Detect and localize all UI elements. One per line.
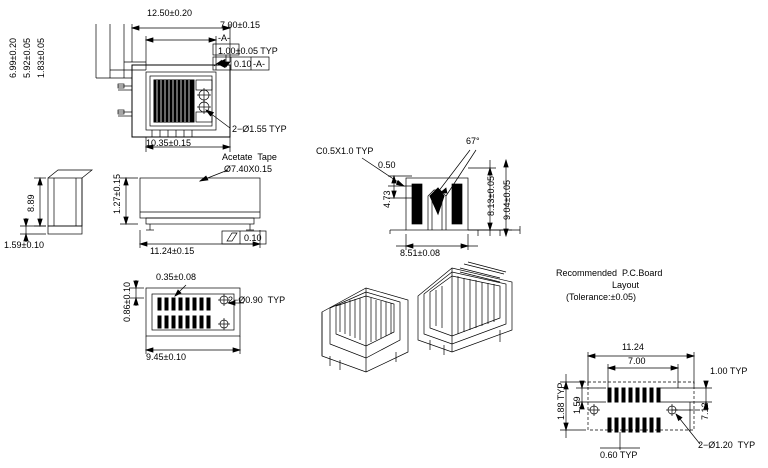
dim-section-d1: 0.50 [378,160,396,170]
dim-side-height: 8.89 [26,194,36,212]
dim-section-d2: 4.73 [382,190,392,208]
dim-pcb-right-1: 1.00 TYP [710,366,748,376]
fcf-datum-ref: -A- [253,59,265,69]
dim-side-base: 1.59±0.10 [4,240,44,250]
label-acetate-tape: Acetate Tape [222,152,277,162]
dim-pcb-left-1: 1.88 TYP [556,382,566,420]
dim-bottom-width: 9.45±0.10 [146,352,186,362]
dim-section-angle: 67° [466,136,480,146]
dim-acetate-tape: Ø7.40X0.15 [224,164,273,174]
dim-pcb-right-2: 7.12 [700,402,710,420]
note-top-holes: 2−Ø1.55 TYP [232,124,287,134]
dim-bottom-left: 0.86±0.10 [122,282,132,322]
datum-a-label: -A- [218,33,230,43]
fcf-flatness-value: 0.10 [244,233,262,243]
dim-section-width: 8.51±0.08 [400,248,440,258]
dim-front-width: 11.24±0.15 [150,246,195,256]
pcb-title-line-2: Layout [612,280,640,290]
dim-top-left-3: 1.83±0.05 [36,38,46,78]
dim-top-pitch: 1.00±0.05 TYP [218,46,278,56]
note-chamfer: C0.5X1.0 TYP [316,146,374,156]
dim-pcb-bottom-1: 0.60 TYP [600,450,638,460]
pcb-title-line-1: Recommended P.C.Board [556,268,663,278]
dim-section-r2: 9.04±0.05 [502,180,512,220]
pcb-title-line-3: (Tolerance:±0.05) [566,292,636,302]
dim-section-r1: 8.13±0.05 [486,176,496,216]
dim-top-width-inner: 7.00±0.15 [220,20,260,30]
dim-pcb-top-1: 11.24 [622,342,644,352]
fcf-tolerance-value: 0.10 [234,59,252,69]
dim-top-left-1: 6.99±0.20 [8,38,18,78]
dim-front-height: 1.27±0.15 [112,174,122,214]
dim-bottom-pad: 0.35±0.08 [156,272,196,282]
dim-top-left-2: 5.92±0.05 [22,38,32,78]
dim-top-bottom-width: 10.35±0.15 [146,138,191,148]
dim-pcb-left-2: 1.59 [572,396,582,414]
note-bottom-holes: 2−Ø0.90 TYP [228,295,286,305]
note-pcb-holes: 2−Ø1.20 TYP [698,440,756,450]
dim-pcb-top-2: 7.00 [628,356,646,366]
dim-top-width-overall: 12.50±0.20 [147,8,192,18]
